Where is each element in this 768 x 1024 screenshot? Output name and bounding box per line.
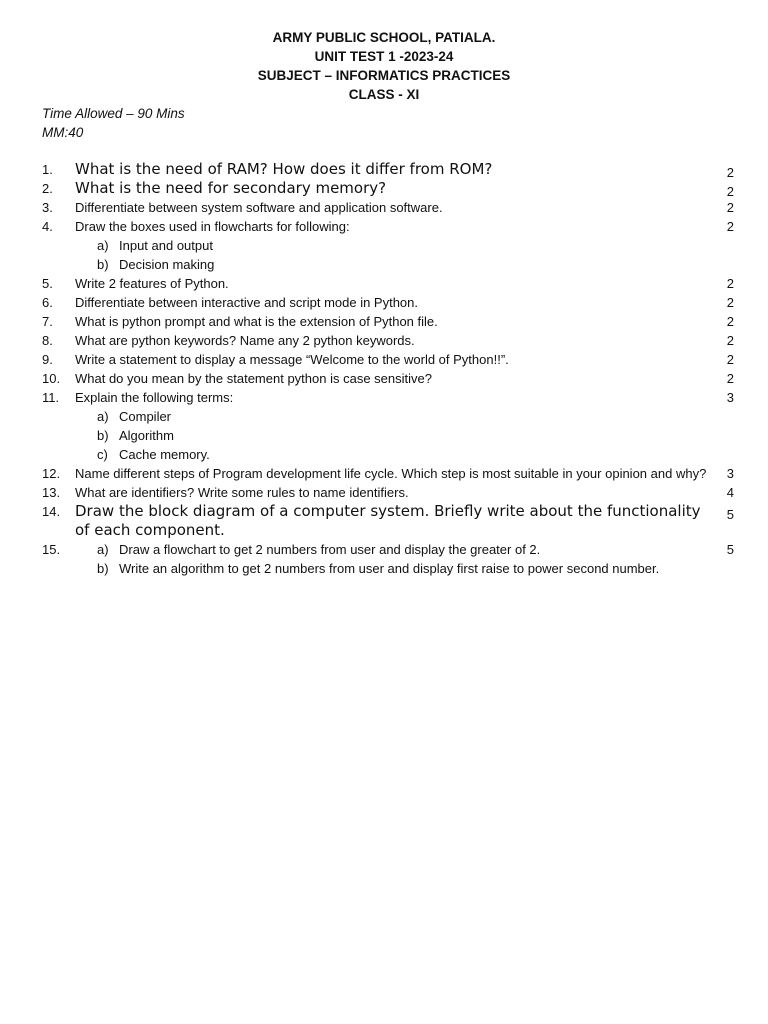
sub-question-letter: b)	[97, 561, 109, 576]
question-item	[0, 502, 768, 540]
question-row	[0, 160, 768, 179]
question-row	[0, 540, 768, 559]
class-name: CLASS - XI	[348, 87, 420, 102]
question-marks: 2	[726, 371, 734, 386]
question-number: 5.	[42, 276, 53, 291]
question-number: 15.	[42, 542, 61, 557]
question-item	[0, 160, 768, 179]
question-marks: 2	[726, 314, 734, 329]
question-number: 10.	[42, 371, 61, 386]
question-marks: 2	[726, 219, 734, 234]
question-number: 12.	[42, 466, 61, 481]
question-marks: 2	[726, 184, 734, 199]
question-number: 14.	[42, 504, 61, 519]
question-marks: 5	[726, 507, 734, 522]
question-text: What are python keywords? Name any 2 python keywords.	[75, 333, 415, 348]
question-row	[0, 388, 768, 407]
question-row	[0, 369, 768, 388]
sub-question	[0, 407, 768, 426]
sub-question	[0, 445, 768, 464]
sub-question	[0, 236, 768, 255]
question-number: 7.	[42, 314, 53, 329]
question-row	[0, 483, 768, 502]
question-text: Draw the boxes used in flowcharts for following:	[75, 219, 350, 234]
question-item	[0, 540, 768, 578]
question-marks: 3	[726, 466, 734, 481]
question-text: What are identifiers? Write some rules to name identifiers.	[75, 485, 409, 500]
question-marks: 2	[726, 276, 734, 291]
school-name: ARMY PUBLIC SCHOOL, PATIALA.	[272, 30, 496, 45]
question-text: Explain the following terms:	[75, 390, 234, 405]
sub-question-letter: a)	[97, 409, 109, 424]
max-marks: MM:40	[42, 125, 84, 140]
question-text: Draw the block diagram of a computer system. Briefly write about the functionality of each component.	[75, 502, 701, 539]
question-item	[0, 464, 768, 483]
question-item	[0, 312, 768, 331]
question-row	[0, 274, 768, 293]
sub-question-text: Decision making	[119, 257, 215, 272]
question-marks: 5	[726, 542, 734, 557]
question-number: 13.	[42, 485, 61, 500]
sub-question	[0, 559, 768, 578]
sub-question-letter: a)	[97, 542, 109, 557]
question-list	[0, 158, 768, 578]
question-item	[0, 293, 768, 312]
question-marks: 2	[726, 200, 734, 215]
question-text: What is the need of RAM? How does it differ from ROM?	[75, 160, 493, 178]
question-item	[0, 198, 768, 217]
question-item	[0, 179, 768, 198]
question-number: 8.	[42, 333, 53, 348]
question-item	[0, 217, 768, 274]
question-number: 2.	[42, 181, 53, 196]
test-name: UNIT TEST 1 -2023-24	[314, 49, 454, 64]
sub-question-text: Draw a flowchart to get 2 numbers from user and display the greater of 2.	[119, 542, 541, 557]
question-text: Write a statement to display a message “Welcome to the world of Python!!”.	[75, 352, 509, 367]
question-item	[0, 274, 768, 293]
question-marks: 2	[726, 295, 734, 310]
question-item	[0, 350, 768, 369]
question-row	[0, 350, 768, 369]
sub-question	[0, 255, 768, 274]
paper-meta	[42, 104, 185, 142]
question-row	[0, 502, 768, 540]
sub-question-text: Input and output	[119, 238, 213, 253]
sub-question-text: Write an algorithm to get 2 numbers from user and display first raise to power second number.	[119, 561, 660, 576]
question-text: Differentiate between interactive and script mode in Python.	[75, 295, 419, 310]
question-row	[0, 293, 768, 312]
question-text: Name different steps of Program development life cycle. Which step is most suitable in your opinion and why?	[75, 466, 707, 481]
sub-question-text: Compiler	[119, 409, 172, 424]
question-row	[0, 464, 768, 483]
question-row	[0, 217, 768, 236]
sub-question	[0, 426, 768, 445]
question-text: What is python prompt and what is the extension of Python file.	[75, 314, 438, 329]
question-item	[0, 369, 768, 388]
subject-name: SUBJECT – INFORMATICS PRACTICES	[257, 68, 511, 83]
question-number: 11.	[42, 390, 60, 405]
question-text: What do you mean by the statement python is case sensitive?	[75, 371, 432, 386]
question-marks: 2	[726, 352, 734, 367]
question-row	[0, 179, 768, 198]
paper-header	[0, 28, 768, 104]
question-text: Differentiate between system software and application software.	[75, 200, 443, 215]
question-number: 3.	[42, 200, 53, 215]
question-number: 6.	[42, 295, 53, 310]
question-number: 4.	[42, 219, 53, 234]
sub-question-text: Cache memory.	[119, 447, 210, 462]
question-text: Write 2 features of Python.	[75, 276, 229, 291]
question-row	[0, 312, 768, 331]
sub-question-letter: b)	[97, 257, 109, 272]
time-allowed: Time Allowed – 90 Mins	[42, 106, 185, 121]
question-row	[0, 198, 768, 217]
question-number: 1.	[42, 162, 53, 177]
sub-question-letter: a)	[97, 238, 109, 253]
sub-question-letter: b)	[97, 428, 109, 443]
question-marks: 4	[726, 485, 734, 500]
question-marks: 2	[726, 333, 734, 348]
question-item	[0, 388, 768, 464]
sub-question-text: Algorithm	[119, 428, 174, 443]
question-number: 9.	[42, 352, 53, 367]
sub-question-letter: c)	[97, 447, 108, 462]
question-marks: 3	[726, 390, 734, 405]
question-text: What is the need for secondary memory?	[75, 179, 387, 197]
question-marks: 2	[726, 165, 734, 180]
question-row	[0, 331, 768, 350]
question-item	[0, 331, 768, 350]
question-item	[0, 483, 768, 502]
